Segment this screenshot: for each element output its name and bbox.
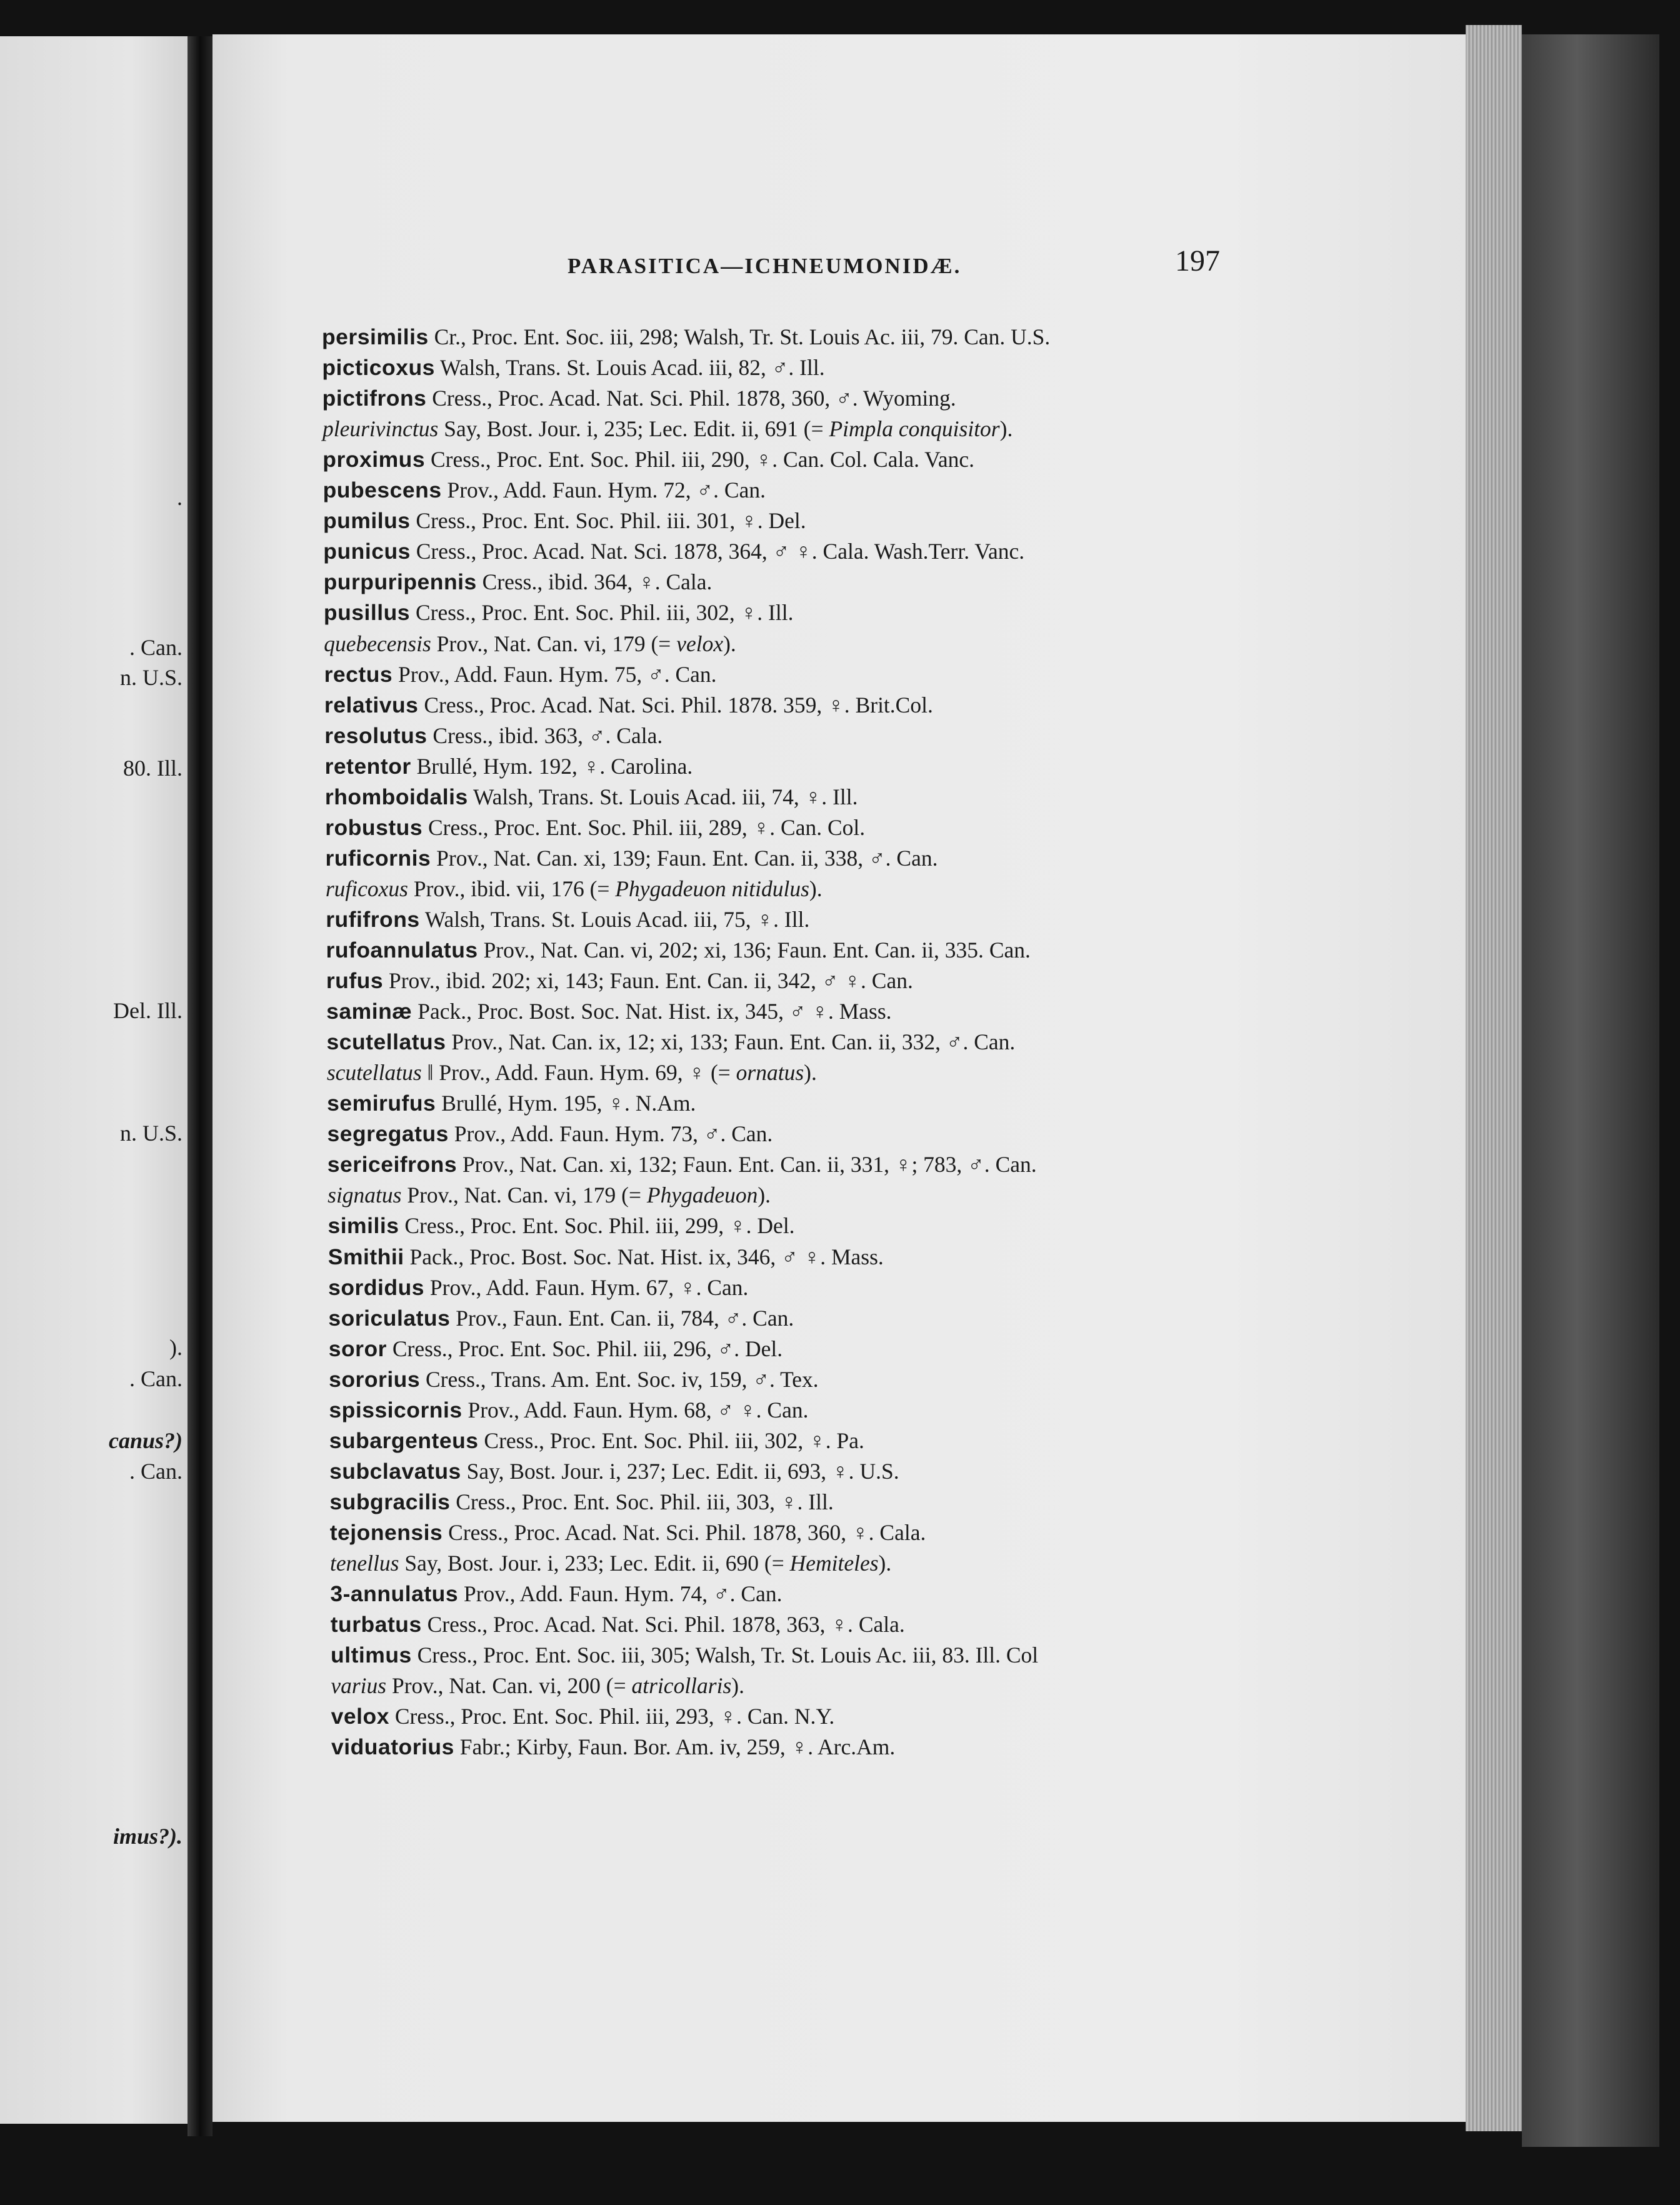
species-name: semirufus xyxy=(327,1091,436,1116)
species-name: subargenteus xyxy=(329,1428,479,1453)
locality: Ill. xyxy=(827,784,858,809)
species-entry xyxy=(328,1181,771,1209)
citation: Cress., Proc. Ent. Soc. Phil. iii, 302, ♀. xyxy=(478,1428,831,1453)
species-entry xyxy=(326,936,1031,964)
species-entry xyxy=(322,354,824,381)
species-name: 3-annulatus xyxy=(330,1581,459,1607)
previous-page-fragment-text: canus?) xyxy=(108,1428,182,1453)
species-name: Smithii xyxy=(328,1244,404,1269)
citation: Prov., Nat. Can. vi, 179 (= xyxy=(401,1182,647,1208)
previous-page-fragment xyxy=(0,36,188,2124)
locality: Wyoming. xyxy=(858,386,956,411)
species-entry xyxy=(322,323,1050,351)
citation: Prov., Add. Faun. Hym. 75, ♂. xyxy=(392,661,670,687)
citation: Cress., Proc. Acad. Nat. Sci. Phil. 1878. 359, ♀. xyxy=(418,692,850,718)
locality: Cala. xyxy=(611,722,663,748)
synonym-close: ). xyxy=(758,1182,771,1208)
species-entry xyxy=(328,1304,794,1332)
locality: Can. Col. xyxy=(775,814,866,840)
species-entry xyxy=(325,814,865,841)
locality: Cala. xyxy=(660,569,712,595)
species-entry xyxy=(331,1672,744,1699)
locality: Can. Col. Cala. Vanc. xyxy=(778,447,975,472)
species-name: varius xyxy=(331,1673,387,1699)
species-name: relativus xyxy=(324,692,419,718)
species-entry xyxy=(328,1151,1037,1178)
species-entry xyxy=(325,783,858,811)
species-name: subclavatus xyxy=(329,1458,461,1484)
species-name: proximus xyxy=(322,447,426,472)
previous-page-fragment-text: Del. Ill. xyxy=(113,998,182,1023)
species-name: soror xyxy=(328,1336,387,1361)
species-name: picticoxus xyxy=(322,355,435,381)
species-name: turbatus xyxy=(330,1612,422,1638)
citation: Pack., Proc. Bost. Soc. Nat. Hist. ix, 345, ♂ ♀. xyxy=(412,999,834,1024)
species-name: resolutus xyxy=(324,722,428,748)
locality: Del. xyxy=(751,1213,795,1239)
species-entry xyxy=(322,446,974,473)
locality: Mass. xyxy=(833,999,892,1024)
locality: Cala. xyxy=(874,1519,926,1545)
citation: Prov., Add. Faun. Hym. 67, ♀. xyxy=(424,1274,702,1300)
citation: Cress., Trans. Am. Ent. Soc. iv, 159, ♂. xyxy=(420,1366,775,1392)
synonym-close: ). xyxy=(809,876,822,901)
previous-page-fragment-text: ). xyxy=(169,1335,182,1360)
synonym-close: ). xyxy=(731,1673,744,1699)
species-entry xyxy=(327,1120,772,1148)
species-entry xyxy=(328,1243,884,1271)
species-entry xyxy=(331,1702,835,1730)
citation: Walsh, Trans. St. Louis Acad. iii, 82, ♂. xyxy=(434,355,794,381)
citation: Prov., Nat. Can. vi, 179 (= xyxy=(431,631,677,656)
synonym-reference: velox xyxy=(676,631,724,656)
synonym-close: ). xyxy=(804,1060,817,1086)
species-entry xyxy=(323,538,1024,565)
page-edges xyxy=(1466,25,1522,2131)
species-entry xyxy=(328,1212,794,1239)
species-entry xyxy=(329,1458,899,1485)
species-name: sororius xyxy=(329,1366,421,1392)
locality: Can. xyxy=(669,661,717,687)
citation: Brullé, Hym. 195, ♀. xyxy=(436,1091,630,1116)
locality: Arc.Am. xyxy=(813,1734,896,1760)
locality: Ill. xyxy=(802,1489,834,1514)
citation: Cress., Proc. Ent. Soc. Phil. iii, 303, ♀. xyxy=(450,1489,803,1514)
species-name: subgracilis xyxy=(329,1489,451,1514)
citation: Say, Bost. Jour. i, 237; Lec. Edit. ii, 693, ♀. xyxy=(461,1458,854,1484)
citation: Cress., Proc. Ent. Soc. Phil. iii, 289, ♀. xyxy=(422,814,776,840)
previous-page-fragment-text: n. U.S. xyxy=(119,1121,182,1146)
locality: Cala. xyxy=(852,1612,905,1638)
citation: Fabr.; Kirby, Faun. Bor. Am. iv, 259, ♀. xyxy=(454,1734,814,1760)
citation: Cress., Proc. Acad. Nat. Sci. Phil. 1878, 363, ♀. xyxy=(421,1612,853,1638)
species-name: sericeifrons xyxy=(327,1152,458,1178)
citation: Cress., Proc. Acad. Nat. Sci. Phil. 1878, 360, ♀. xyxy=(442,1519,874,1545)
citation: Prov., Nat. Can. ix, 12; xi, 133; Faun. Ent. Can. ii, 332, ♂. xyxy=(446,1029,969,1055)
species-name: ruficornis xyxy=(325,845,431,871)
citation: Cress., Proc. Acad. Nat. Sci. 1878, 364, ♂ ♀. xyxy=(410,539,818,564)
species-name: quebecensis xyxy=(324,631,431,656)
citation: Cress., ibid. 363, ♂. xyxy=(427,722,611,748)
locality: Del. xyxy=(739,1336,783,1361)
locality: Can. xyxy=(719,478,766,503)
species-name: pumilus xyxy=(322,508,411,534)
species-entry xyxy=(324,661,717,688)
species-entry xyxy=(323,476,766,504)
species-entry xyxy=(324,630,736,658)
synonym-reference: Hemiteles xyxy=(789,1551,879,1576)
citation: Cress., Proc. Acad. Nat. Sci. Phil. 1878, 360, ♂. xyxy=(426,386,858,411)
locality: Carolina. xyxy=(605,753,693,779)
citation: Prov., Add. Faun. Hym. 68, ♂ ♀. xyxy=(462,1397,762,1422)
locality: Brit.Col. xyxy=(849,692,933,718)
synonym-reference: ornatus xyxy=(736,1060,804,1086)
species-entry xyxy=(324,568,712,596)
species-entry xyxy=(327,1059,817,1086)
species-name: retentor xyxy=(324,753,411,779)
species-entry xyxy=(326,967,913,994)
synonym-close: ). xyxy=(999,416,1013,442)
citation: Cress., Proc. Ent. Soc. Phil. iii, 296, ♂. xyxy=(387,1336,740,1361)
species-entry xyxy=(329,1366,819,1393)
species-entry xyxy=(330,1519,926,1546)
previous-page-fragment-text: n. U.S. xyxy=(119,665,182,690)
species-name: robustus xyxy=(325,814,423,840)
locality: Pa. xyxy=(831,1428,864,1453)
species-name: similis xyxy=(328,1213,399,1239)
species-entry xyxy=(326,844,938,872)
species-name: persimilis xyxy=(322,324,429,349)
running-head: PARASITICA—ICHNEUMONIDÆ. xyxy=(568,254,962,278)
species-entry xyxy=(326,998,891,1025)
species-entry xyxy=(325,752,693,780)
synonym-reference: Phygadeuon xyxy=(646,1182,758,1208)
locality: Can. xyxy=(968,1029,1016,1055)
citation: Cress., ibid. 364, ♀. xyxy=(476,569,661,595)
species-name: pleurivinctus xyxy=(322,416,439,442)
locality: Can. xyxy=(761,1397,809,1422)
locality: Cala. Wash.Terr. Vanc. xyxy=(817,539,1025,564)
species-name: rufifrons xyxy=(326,906,420,932)
locality: Can. xyxy=(701,1274,749,1300)
species-name: rectus xyxy=(324,661,393,687)
locality: Mass. xyxy=(826,1244,884,1269)
species-name: signatus xyxy=(328,1182,402,1208)
species-entry xyxy=(330,1549,891,1577)
citation: Prov., ibid. 202; xi, 143; Faun. Ent. Can. ii, 342, ♂ ♀. xyxy=(383,968,866,994)
species-entry xyxy=(331,1733,895,1761)
locality: Ill. xyxy=(762,600,794,626)
species-entry xyxy=(324,599,794,626)
citation: Prov., Add. Faun. Hym. 73, ♂. xyxy=(448,1121,726,1147)
previous-page-fragment-text: . xyxy=(177,485,182,510)
species-entry xyxy=(327,1089,696,1117)
page-number: 197 xyxy=(1175,244,1220,278)
species-entry xyxy=(329,1335,782,1362)
species-name: scutellatus xyxy=(326,1029,446,1055)
species-name: spissicornis xyxy=(329,1397,462,1422)
citation: Walsh, Trans. St. Louis Acad. iii, 74, ♀. xyxy=(468,784,828,809)
previous-page-fragment-text: imus?). xyxy=(112,1824,182,1849)
locality: Can. xyxy=(726,1121,773,1147)
species-name: pictifrons xyxy=(322,386,427,411)
species-name: punicus xyxy=(323,539,411,564)
citation: ‖ Prov., Add. Faun. Hym. 69, ♀ (= xyxy=(421,1060,736,1086)
species-name: rhomboidalis xyxy=(324,784,468,809)
book-cover-edge xyxy=(1522,34,1659,2147)
locality: Ill. xyxy=(779,906,810,932)
species-name: soriculatus xyxy=(328,1305,451,1331)
citation: Walsh, Trans. St. Louis Acad. iii, 75, ♀. xyxy=(419,906,779,932)
species-name: pusillus xyxy=(323,600,411,626)
synonym-close: ). xyxy=(723,631,736,656)
species-entry xyxy=(329,1396,808,1424)
species-name: ruficoxus xyxy=(325,876,408,901)
previous-page-fragment-text: 80. Ill. xyxy=(123,756,182,781)
species-entry xyxy=(329,1427,864,1454)
citation: Say, Bost. Jour. i, 233; Lec. Edit. ii, 690 (= xyxy=(399,1551,790,1576)
species-entry xyxy=(326,875,822,902)
species-entry xyxy=(331,1641,1038,1669)
citation: Cress., Proc. Ent. Soc. iii, 305; Walsh, Tr. St. Louis Ac. iii, 83. xyxy=(411,1642,970,1668)
synonym-reference: Pimpla conquisitor xyxy=(829,416,1000,442)
species-entry xyxy=(323,507,806,534)
synonym-close: ). xyxy=(878,1551,892,1576)
species-entry xyxy=(324,722,662,749)
previous-page-fragment-text: . Can. xyxy=(129,1459,182,1484)
locality: Can. xyxy=(866,968,913,994)
citation: Prov., Add. Faun. Hym. 72, ♂. xyxy=(441,478,719,503)
synonym-reference: Phygadeuon nitidulus xyxy=(615,876,809,901)
species-name: tejonensis xyxy=(329,1519,443,1545)
citation: Prov., Nat. Can. vi, 200 (= xyxy=(386,1673,632,1699)
species-name: rufus xyxy=(326,968,384,994)
locality: U.S. xyxy=(854,1458,899,1484)
citation: Brullé, Hym. 192, ♀. xyxy=(411,753,606,779)
citation: Cress., Proc. Ent. Soc. Phil. iii, 293, ♀. xyxy=(389,1704,742,1729)
species-entry xyxy=(324,691,933,719)
locality: Ill. Col xyxy=(969,1642,1039,1668)
book-gutter xyxy=(188,36,212,2136)
citation: Prov., Nat. Can. xi, 132; Faun. Ent. Can. ii, 331, ♀; 783, ♂. xyxy=(457,1152,990,1178)
species-entry xyxy=(322,415,1012,442)
citation: Cress., Proc. Ent. Soc. Phil. iii, 290, ♀. xyxy=(425,447,778,472)
species-name: sordidus xyxy=(328,1274,424,1300)
species-entry xyxy=(329,1488,833,1516)
locality: Can. N.Y. xyxy=(742,1704,835,1729)
species-name: pubescens xyxy=(322,478,442,503)
locality: Can. xyxy=(989,1152,1037,1178)
locality: Can. xyxy=(983,938,1031,962)
species-entry xyxy=(330,1580,782,1608)
locality: Can. xyxy=(891,845,938,871)
species-name: saminæ xyxy=(326,999,412,1024)
citation: Prov., Faun. Ent. Can. ii, 784, ♂. xyxy=(450,1305,748,1331)
previous-page-fragment-text: . Can. xyxy=(129,635,182,660)
citation: Cress., Proc. Ent. Soc. Phil. iii, 302, ♀. xyxy=(410,600,763,626)
species-name: purpuripennis xyxy=(323,569,477,595)
citation: Prov., Nat. Can. xi, 139; Faun. Ent. Can. ii, 338, ♂. xyxy=(431,845,891,871)
previous-page-fragment-text: . Can. xyxy=(129,1366,182,1391)
locality: Can. U.S. xyxy=(958,324,1051,349)
locality: Del. xyxy=(762,508,806,534)
species-name: viduatorius xyxy=(331,1734,454,1760)
species-name: ultimus xyxy=(331,1642,412,1668)
citation: Cress., Proc. Ent. Soc. Phil. iii, 299, ♀. xyxy=(399,1213,752,1239)
locality: Ill. xyxy=(794,355,825,381)
citation: Cr., Proc. Ent. Soc. iii, 298; Walsh, Tr. St. Louis Ac. iii, 79. xyxy=(428,324,959,349)
citation: Cress., Proc. Ent. Soc. Phil. iii. 301, ♀. xyxy=(410,508,763,534)
species-name: rufoannulatus xyxy=(326,938,478,962)
citation: Say, Bost. Jour. i, 235; Lec. Edit. ii, 691 (= xyxy=(438,416,829,442)
citation: Prov., Nat. Can. vi, 202; xi, 136; Faun. Ent. Can. ii, 335. xyxy=(478,938,984,962)
species-name: segregatus xyxy=(327,1121,449,1147)
species-entry xyxy=(326,906,809,933)
locality: Tex. xyxy=(774,1366,819,1392)
citation: Prov., ibid. vii, 176 (= xyxy=(408,876,616,901)
locality: N.Am. xyxy=(629,1091,696,1116)
locality: Can. xyxy=(735,1581,782,1607)
locality: Can. xyxy=(747,1305,794,1331)
species-name: velox xyxy=(331,1704,389,1729)
species-entry xyxy=(328,1274,748,1301)
citation: Prov., Add. Faun. Hym. 74, ♂. xyxy=(458,1581,736,1607)
species-entry xyxy=(322,384,956,412)
synonym-reference: atricollaris xyxy=(631,1673,732,1699)
citation: Pack., Proc. Bost. Soc. Nat. Hist. ix, 346, ♂ ♀. xyxy=(404,1244,826,1269)
species-name: scutellatus xyxy=(326,1060,422,1086)
species-name: tenellus xyxy=(330,1551,399,1576)
species-entry xyxy=(327,1028,1016,1056)
species-entry xyxy=(331,1611,905,1638)
